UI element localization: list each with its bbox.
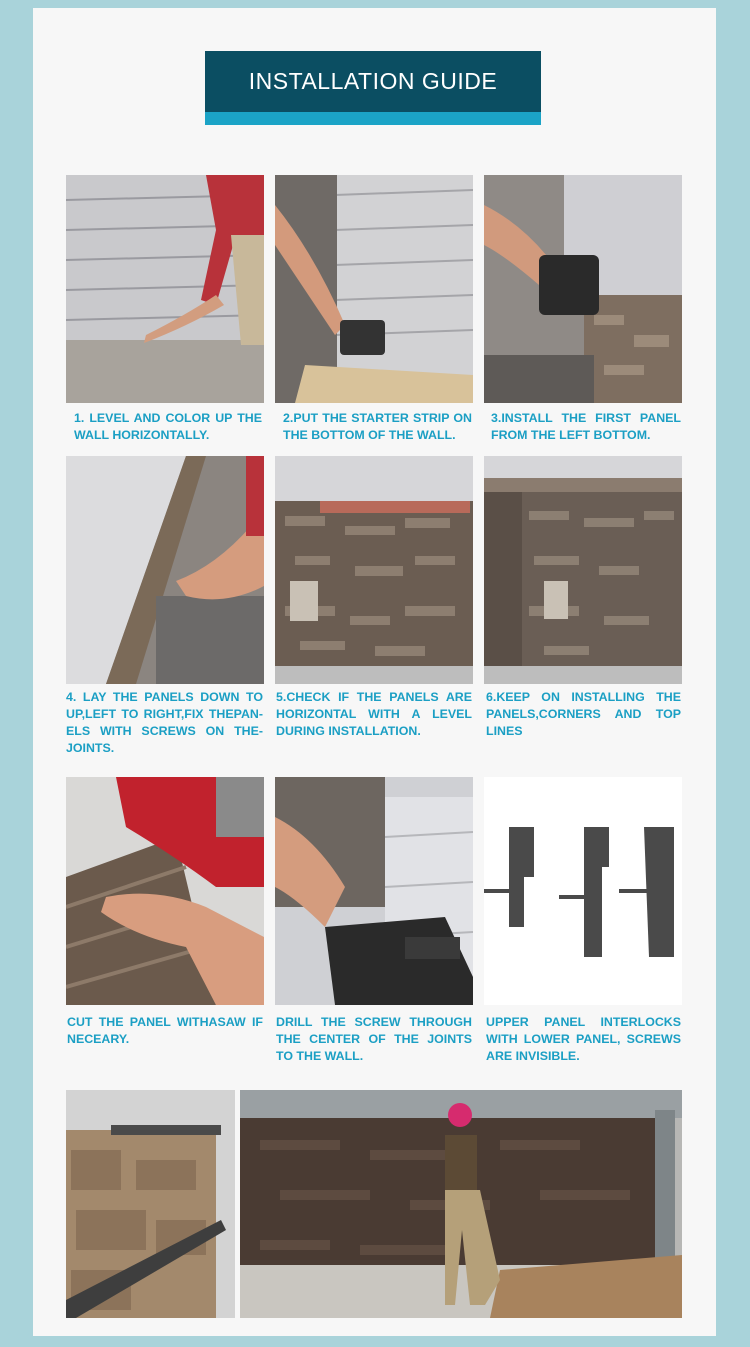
step-3-photo xyxy=(484,175,682,403)
step-4-photo xyxy=(66,456,264,684)
finished-wall-photo xyxy=(240,1090,682,1318)
step-1-photo xyxy=(66,175,264,403)
page-title: INSTALLATION GUIDE xyxy=(205,51,541,112)
finished-corner-photo xyxy=(66,1090,235,1318)
step-6-photo xyxy=(484,456,682,684)
step-4-caption: 4. LAY THE PANELS DOWN TO UP,LEFT TO RIGHT,FIX THEPAN-ELS WITH SCREWS ON THE-JOINTS. xyxy=(66,690,263,755)
step-5-caption: 5.CHECK IF THE PANELS ARE HORIZONTAL WITH A LEVEL DURING INSTALLATION. xyxy=(276,690,472,738)
title-underline xyxy=(205,112,541,125)
step-2-photo xyxy=(275,175,473,403)
step-7-photo xyxy=(66,777,264,1005)
step-9-photo xyxy=(484,777,682,1005)
step-7-caption: CUT THE PANEL WITHASAW IF NECEARY. xyxy=(67,1015,263,1046)
step-3-caption: 3.INSTALL THE FIRST PANEL FROM THE LEFT BOTTOM. xyxy=(491,411,681,442)
step-1-caption: 1. LEVEL AND COLOR UP THE WALL HORIZONTALLY. xyxy=(74,411,262,442)
step-8-photo xyxy=(275,777,473,1005)
step-8-caption: DRILL THE SCREW THROUGH THE CENTER OF THE JOINTS TO THE WALL. xyxy=(276,1015,472,1063)
step-2-caption: 2.PUT THE STARTER STRIP ON THE BOTTOM OF THE WALL. xyxy=(283,411,472,442)
step-6-caption: 6.KEEP ON INSTALLING THE PANELS,CORNERS AND TOP LINES xyxy=(486,690,681,738)
step-9-caption: UPPER PANEL INTERLOCKS WITH LOWER PANEL, SCREWS ARE INVISIBLE. xyxy=(486,1015,681,1063)
step-5-photo xyxy=(275,456,473,684)
